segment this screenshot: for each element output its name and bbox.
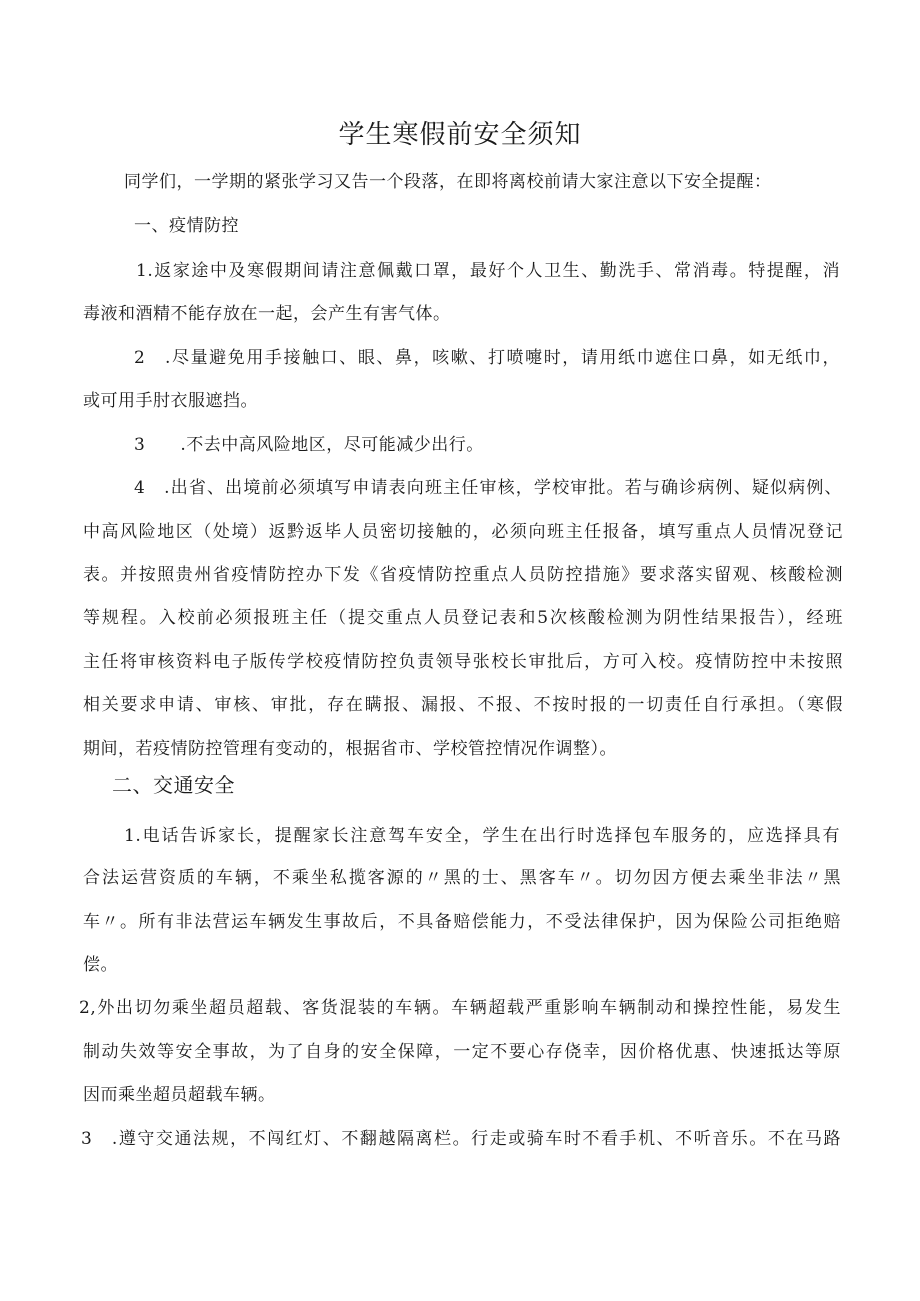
paragraph-line: 2 .尽量避免用手接触口、眼、鼻，咳嗽、打喷嚏时，请用纸巾遮住口鼻，如无纸巾， <box>134 348 840 368</box>
paragraph-line: 表。并按照贵州省疫情防控办下发《省疫情防控重点人员防控措施》要求落实留观、核酸检测 <box>83 565 843 585</box>
paragraph-line: 主任将审核资料电子版传学校疫情防控负责领导张校长审批后，方可入校。疫情防控中未按照 <box>83 652 843 672</box>
paragraph-line: 4 .出省、出境前必须填写申请表向班主任审核，学校审批。若与确诊病例、疑似病例、 <box>134 478 842 498</box>
section-heading-traffic: 二、交通安全 <box>112 773 235 797</box>
section-heading-epidemic: 一、疫情防控 <box>134 216 239 236</box>
paragraph-line: 中高风险地区（处境）返黔返毕人员密切接触的，必须向班主任报备，填写重点人员情况登记 <box>83 522 843 542</box>
paragraph-line: 毒液和酒精不能存放在一起，会产生有害气体。 <box>83 304 451 324</box>
paragraph-line: 等规程。入校前必须报班主任（提交重点人员登记表和5次核酸检测为阴性结果报告），经班 <box>83 608 843 628</box>
paragraph-line: 1.电话告诉家长，提醒家长注意驾车安全，学生在出行时选择包车服务的，应选择具有 <box>124 826 840 846</box>
paragraph-line: 相关要求申请、审核、审批，存在瞒报、漏报、不报、不按时报的一切责任自行承担。（寒假 <box>83 695 843 715</box>
paragraph-line: 1.返家途中及寒假期间请注意佩戴口罩，最好个人卫生、勤洗手、常消毒。特提醒，消 <box>136 261 840 281</box>
paragraph-line: 3 .遵守交通法规，不闯红灯、不翻越隔离栏。行走或骑车时不看手机、不听音乐。不在马路 <box>81 1129 841 1149</box>
paragraph-line: 或可用手肘衣服遮挡。 <box>83 391 258 411</box>
intro-paragraph: 同学们，一学期的紧张学习又告一个段落，在即将离校前请大家注意以下安全提醒： <box>124 172 772 192</box>
document-title: 学生寒假前安全须知 <box>338 120 582 150</box>
paragraph-line: 3 .不去中高风险地区，尽可能减少出行。 <box>134 435 484 455</box>
paragraph-line: 因而乘坐超员超载车辆。 <box>83 1085 276 1105</box>
paragraph-line: 车〃。所有非法营运车辆发生事故后，不具备赔偿能力，不受法律保护，因为保险公司拒绝赔 <box>83 912 841 932</box>
paragraph-line: 偿。 <box>83 955 118 975</box>
paragraph-line: 期间，若疫情防控管理有变动的，根据省市、学校管控情况作调整）。 <box>83 739 617 759</box>
paragraph-line: 制动失效等安全事故，为了自身的安全保障，一定不要心存侥幸，因价格优惠、快速抵达等原 <box>83 1042 841 1062</box>
paragraph-line: 合法运营资质的车辆，不乘坐私揽客源的〃黑的士、黑客车〃。切勿因方便去乘坐非法〃黑 <box>83 868 841 888</box>
paragraph-line: 2,外出切勿乘坐超员超载、客货混装的车辆。车辆超载严重影响车辆制动和操控性能，易发生 <box>79 998 841 1018</box>
